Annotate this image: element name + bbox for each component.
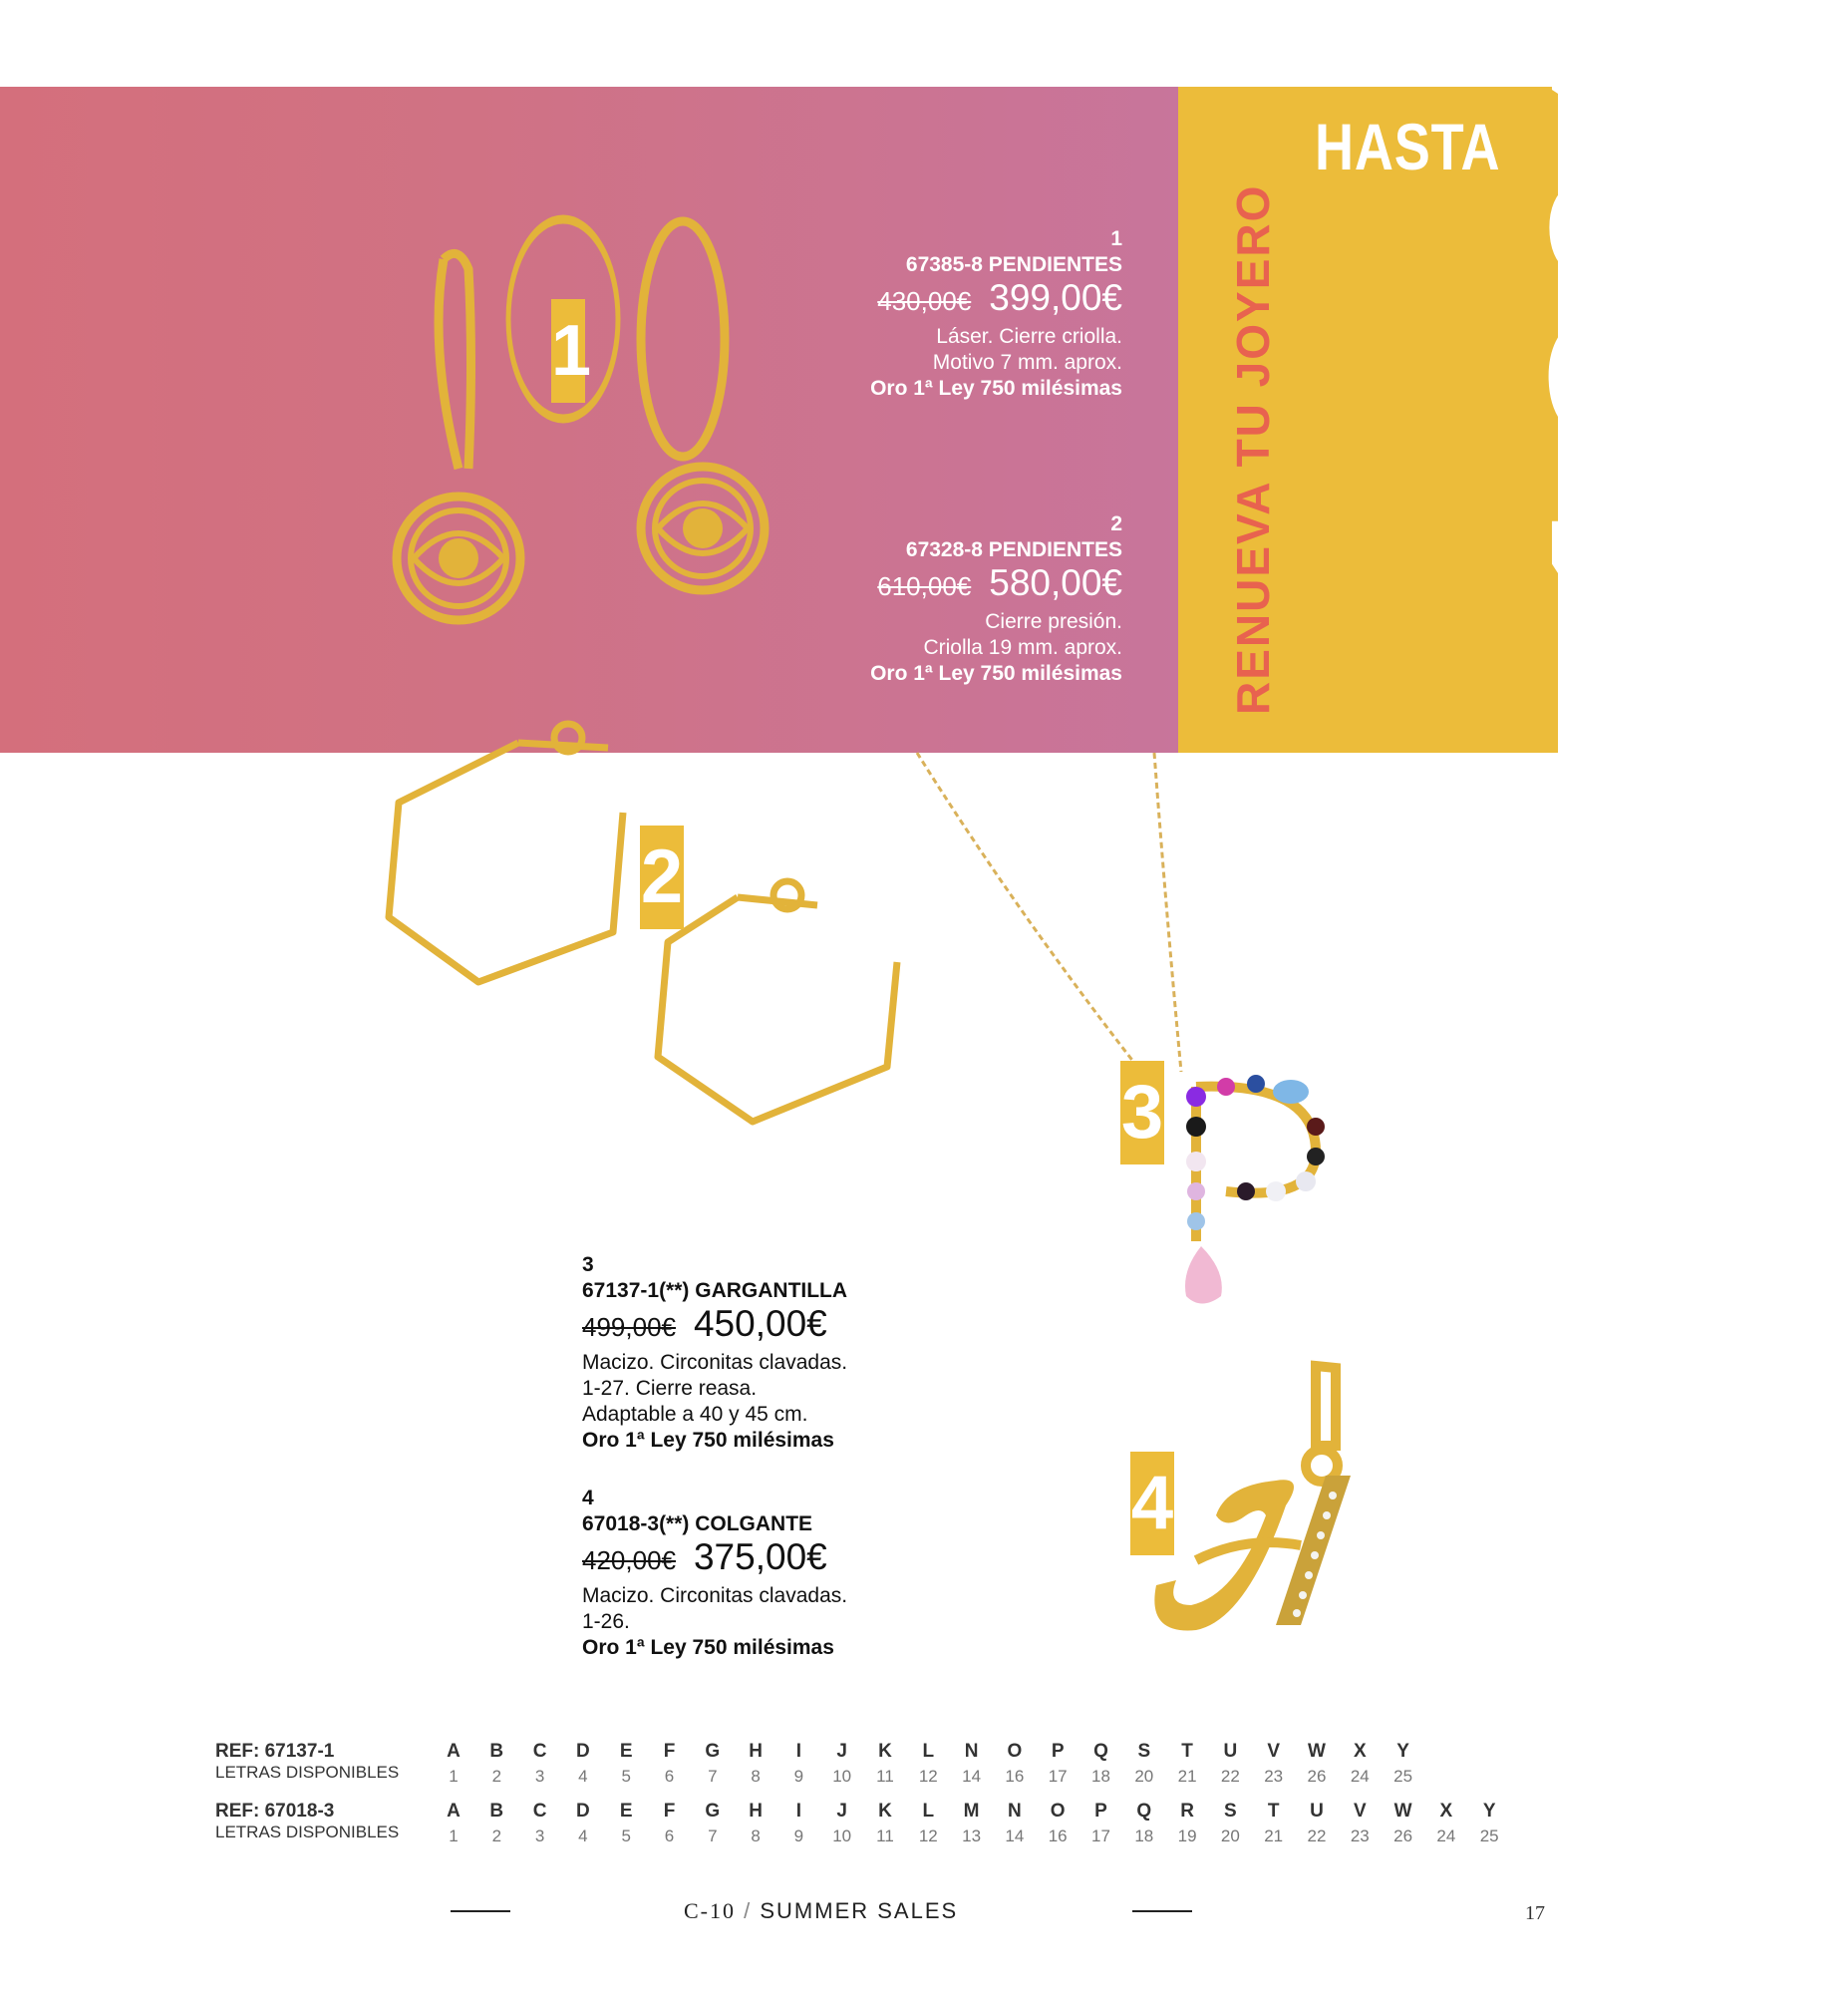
product-index: 1 xyxy=(1110,227,1122,250)
letter-cell: N xyxy=(1008,1801,1022,1822)
page-number: 17 xyxy=(1525,1902,1545,1924)
letter-cell: X xyxy=(1439,1801,1453,1822)
letter-cell: I xyxy=(795,1801,802,1822)
letter-number-cell: 11 xyxy=(876,1767,894,1786)
letter-number-cell: 21 xyxy=(1264,1827,1284,1845)
footer-divider-right xyxy=(1132,1910,1192,1912)
letter-cell: A xyxy=(447,1801,461,1822)
letter-number-cell: 26 xyxy=(1307,1767,1327,1786)
product-2-info xyxy=(724,511,1122,687)
letter-number-cell: 12 xyxy=(918,1767,938,1786)
product-4-info xyxy=(582,1486,1001,1661)
badge-1: 1 xyxy=(551,299,585,403)
letter-number-cell: 4 xyxy=(578,1827,588,1845)
letters-row-ref-67018 xyxy=(215,1801,1511,1856)
letter-number-cell: 25 xyxy=(1479,1827,1499,1845)
ref-label: REF: 67018-3 xyxy=(215,1801,335,1822)
footer-code: C-10 xyxy=(684,1898,736,1923)
letter-number-cell: 11 xyxy=(876,1827,894,1845)
letter-number-cell: 23 xyxy=(1350,1827,1370,1845)
letter-number-cell: 24 xyxy=(1350,1767,1370,1786)
product-index: 4 xyxy=(582,1487,594,1509)
product-name: 67018-3(**) COLGANTE xyxy=(582,1512,813,1535)
letter-number-cell: 2 xyxy=(491,1827,502,1845)
product-desc-line: Láser. Cierre criolla. xyxy=(936,325,1122,348)
footer-section-title xyxy=(684,1898,958,1924)
old-price: 430,00€ xyxy=(877,286,972,316)
letter-cell: D xyxy=(576,1801,590,1822)
product-index: 2 xyxy=(1110,512,1122,535)
letter-cell: H xyxy=(749,1801,763,1822)
letter-cell: W xyxy=(1393,1801,1412,1822)
product-name: 67385-8 PENDIENTES xyxy=(905,253,1122,276)
letter-cell: J xyxy=(836,1801,847,1822)
letter-number-cell: 14 xyxy=(1005,1827,1025,1845)
letters-available-label: LETRAS DISPONIBLES xyxy=(215,1763,400,1782)
hexagon-earrings-image xyxy=(369,718,927,1176)
letters-available-label: LETRAS DISPONIBLES xyxy=(215,1823,400,1841)
letter-number-cell: 3 xyxy=(534,1767,545,1786)
footer-divider-left xyxy=(451,1910,510,1912)
letter-number-cell: 22 xyxy=(1307,1827,1327,1845)
letter-cell: J xyxy=(836,1741,847,1762)
new-price: 375,00€ xyxy=(693,1536,827,1577)
letter-number-cell: 21 xyxy=(1177,1767,1197,1786)
letters-table xyxy=(215,1741,1511,1850)
letter-cell: E xyxy=(619,1801,633,1822)
letter-number-cell: 5 xyxy=(621,1767,631,1786)
product-desc-line: Macizo. Circonitas clavadas. xyxy=(582,1584,848,1607)
letter-cell: O xyxy=(1007,1741,1023,1762)
product-material: Oro 1ª Ley 750 milésimas xyxy=(870,377,1122,400)
letter-cell: T xyxy=(1267,1801,1280,1822)
letter-cell: O xyxy=(1050,1801,1066,1822)
letter-cell: L xyxy=(922,1741,935,1762)
product-name: 67137-1(**) GARGANTILLA xyxy=(582,1279,848,1302)
product-material: Oro 1ª Ley 750 milésimas xyxy=(870,662,1122,685)
letter-number-cell: 9 xyxy=(793,1827,804,1845)
letter-number-cell: 5 xyxy=(621,1827,631,1845)
letter-number-cell: 10 xyxy=(832,1827,852,1845)
product-index: 3 xyxy=(582,1253,594,1276)
footer-separator: / xyxy=(744,1898,753,1923)
letter-cell: D xyxy=(576,1741,590,1762)
letter-cell: P xyxy=(1094,1801,1107,1822)
letter-number-cell: 8 xyxy=(751,1827,761,1845)
letter-cell: K xyxy=(878,1801,892,1822)
letter-number-cell: 2 xyxy=(491,1767,502,1786)
old-price: 499,00€ xyxy=(582,1312,676,1342)
letter-cell: G xyxy=(705,1801,721,1822)
new-price: 399,00€ xyxy=(989,277,1122,318)
ref-label: REF: 67137-1 xyxy=(215,1741,335,1762)
product-desc-line: 1-27. Cierre reasa. xyxy=(582,1377,758,1400)
letter-number-cell: 16 xyxy=(1005,1767,1025,1786)
letter-cell: S xyxy=(1224,1801,1237,1822)
letter-cell: H xyxy=(749,1741,763,1762)
letter-number-cell: 17 xyxy=(1048,1767,1068,1786)
letter-number-cell: 6 xyxy=(664,1827,675,1845)
old-price: 420,00€ xyxy=(582,1545,676,1575)
letter-cell: V xyxy=(1353,1801,1367,1822)
product-desc-line: Criolla 19 mm. aprox. xyxy=(923,636,1122,659)
letter-number-cell: 14 xyxy=(962,1767,982,1786)
letter-cell: W xyxy=(1308,1741,1326,1762)
letter-cell: I xyxy=(795,1741,802,1762)
new-price: 580,00€ xyxy=(989,562,1122,603)
letter-number-cell: 4 xyxy=(578,1767,588,1786)
letter-number-cell: 7 xyxy=(708,1767,718,1786)
letter-number-cell: 6 xyxy=(664,1767,675,1786)
letter-number-cell: 10 xyxy=(832,1767,852,1786)
letter-cell: E xyxy=(619,1741,633,1762)
letter-cell: U xyxy=(1223,1741,1238,1762)
letter-cell: P xyxy=(1051,1741,1065,1762)
letter-number-cell: 18 xyxy=(1091,1767,1110,1786)
letter-number-cell: 23 xyxy=(1264,1767,1284,1786)
badge-4: 4 xyxy=(1130,1452,1174,1555)
letter-cell: Y xyxy=(1482,1801,1496,1822)
letter-number-cell: 16 xyxy=(1048,1827,1068,1845)
product-desc-line: 1-26. xyxy=(582,1610,630,1633)
letter-cell: B xyxy=(489,1801,504,1822)
letter-number-cell: 3 xyxy=(534,1827,545,1845)
letter-number-cell: 12 xyxy=(918,1827,938,1845)
letter-cell: K xyxy=(878,1741,892,1762)
letter-number-cell: 25 xyxy=(1393,1767,1413,1786)
product-desc-line: Macizo. Circonitas clavadas. xyxy=(582,1351,848,1374)
badge-2: 2 xyxy=(640,826,684,929)
hasta-label: HASTA xyxy=(1314,110,1500,183)
letter-cell: U xyxy=(1310,1801,1324,1822)
letter-number-cell: 26 xyxy=(1393,1827,1413,1845)
product-desc-line: Adaptable a 40 y 45 cm. xyxy=(582,1403,808,1426)
letter-number-cell: 24 xyxy=(1436,1827,1456,1845)
letter-cell: B xyxy=(489,1741,504,1762)
letter-number-cell: 17 xyxy=(1091,1827,1110,1845)
letter-number-cell: 1 xyxy=(449,1827,459,1845)
letter-cell: Q xyxy=(1136,1801,1152,1822)
letter-number-cell: 19 xyxy=(1177,1827,1197,1845)
renueva-label: RENUEVA TU JOYERO xyxy=(1227,183,1279,715)
letter-cell: F xyxy=(663,1801,676,1822)
new-price: 450,00€ xyxy=(693,1303,827,1344)
letter-cell: V xyxy=(1267,1741,1281,1762)
product-material: Oro 1ª Ley 750 milésimas xyxy=(582,1429,834,1452)
letter-cell: X xyxy=(1353,1741,1367,1762)
product-name: 67328-8 PENDIENTES xyxy=(905,538,1122,561)
letter-number-cell: 7 xyxy=(708,1827,718,1845)
letter-number-cell: 13 xyxy=(962,1827,982,1845)
letter-cell: R xyxy=(1180,1801,1194,1822)
letter-cell: C xyxy=(532,1741,547,1762)
letter-number-cell: 8 xyxy=(751,1767,761,1786)
letter-cell: Y xyxy=(1396,1741,1409,1762)
letter-cell: S xyxy=(1137,1741,1151,1762)
letter-number-cell: 18 xyxy=(1134,1827,1154,1845)
product-1-info xyxy=(724,226,1122,402)
letter-cell: A xyxy=(447,1741,461,1762)
product-3-info xyxy=(582,1252,1001,1454)
product-desc-line: Motivo 7 mm. aprox. xyxy=(932,351,1122,374)
letter-cell: T xyxy=(1181,1741,1193,1762)
old-price: 610,00€ xyxy=(877,571,972,601)
letter-number-cell: 9 xyxy=(793,1767,804,1786)
badge-3: 3 xyxy=(1120,1061,1164,1164)
letter-p-necklace-image xyxy=(897,753,1356,1311)
discount-value: -10% xyxy=(1480,8,1848,745)
letter-number-cell: 1 xyxy=(449,1767,459,1786)
letters-row-ref-67137 xyxy=(215,1741,1511,1797)
discount-panel xyxy=(1178,8,1848,753)
letter-cell: M xyxy=(963,1801,980,1822)
letter-number-cell: 20 xyxy=(1220,1827,1240,1845)
letter-cell: N xyxy=(964,1741,979,1762)
letter-number-cell: 20 xyxy=(1134,1767,1154,1786)
product-material: Oro 1ª Ley 750 milésimas xyxy=(582,1636,834,1659)
letter-cell: G xyxy=(705,1741,721,1762)
letter-cell: Q xyxy=(1093,1741,1108,1762)
letter-cell: L xyxy=(922,1801,935,1822)
footer-section: SUMMER SALES xyxy=(760,1898,959,1923)
letter-cell: C xyxy=(532,1801,547,1822)
product-desc-line: Cierre presión. xyxy=(985,610,1122,633)
letter-cell: F xyxy=(663,1741,676,1762)
letter-number-cell: 22 xyxy=(1220,1767,1240,1786)
